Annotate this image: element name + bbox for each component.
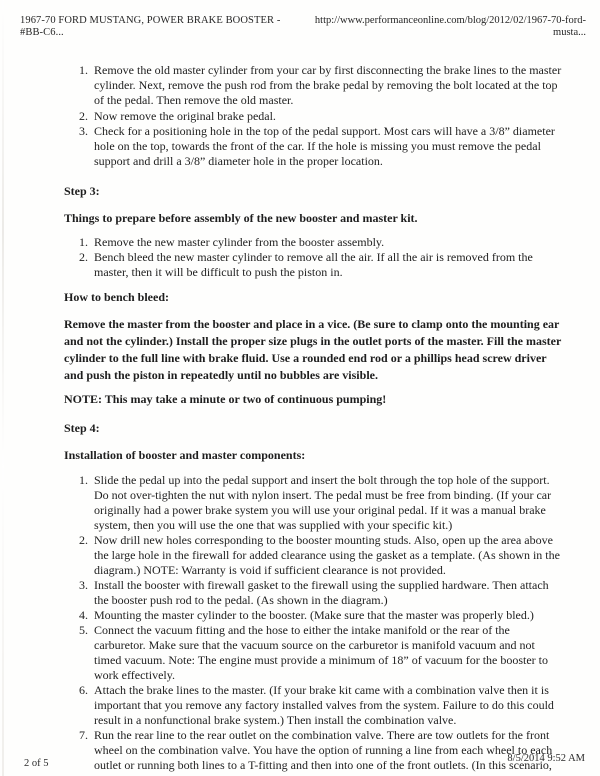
bench-bleed-paragraph: Remove the master from the booster and place in a vice. (Be sure to clamp onto the mounting ear and not the cylinder.) Install the proper size plugs in the outlet ports of the master. Fill the master cylinder to the full line with brake fluid. Use a rounded end rod or a phillips head screw driver and push the piston in repeatedly until no bubbles are visible.	[64, 316, 562, 382]
print-header	[0, 0, 600, 39]
list-item: 4. Mounting the master cylinder to the booster. (Make sure that the master was properly bled.)	[91, 608, 564, 623]
list-item: 3. Install the booster with firewall gasket to the firewall using the supplied hardware. Then attach the booster push rod to the pedal. (As shown in the diagram.)	[91, 578, 564, 608]
list-item: 2. Now remove the original brake pedal.	[91, 109, 564, 124]
installation-steps-list	[64, 473, 564, 773]
page-number-indicator: 2 of 5	[24, 758, 49, 769]
step3-prep-list	[64, 235, 564, 281]
print-timestamp: 8/5/2014 9:52 AM	[507, 753, 585, 764]
bench-bleed-heading: How to bench bleed:	[64, 290, 169, 305]
list-item: 2. Now drill new holes corresponding to the booster mounting studs. Also, open up the area above the large hole in the firewall for added clearance using the gasket as a template. (As shown in the diagram.) NOTE: Warranty is void if sufficient clearance is not provided.	[91, 533, 564, 578]
list-item: 1. Remove the new master cylinder from the booster assembly.	[91, 235, 564, 250]
list-item: 6. Attach the brake lines to the master. (If your brake kit came with a combination valve then it is important that you remove any factory installed valves from the system. Failure to do this could result in a nonfunctional brake system.) Then install the combination valve.	[91, 683, 564, 728]
list-item: 7. Run the rear line to the rear outlet on the combination valve. There are tow outlets for the front wheel on the combination valve. You have the option of running a line from each wheel to each outlet or running both lines to a T-fitting and then into one of the front outlets. (In this scenario,	[91, 728, 564, 773]
step3-heading: Step 3:	[64, 184, 100, 199]
removal-steps-list	[64, 63, 564, 169]
list-item: 1. Slide the pedal up into the pedal support and insert the bolt through the top hole of the support. Do not over-tighten the nut with nylon insert. The pedal must be free from binding. (If your car originally had a power brake system you will use your original pedal. If it was a manual brake system, then you will use the one that was supplied with your specific kit.)	[91, 473, 564, 533]
list-item: 3. Check for a positioning hole in the top of the pedal support. Most cars will have a 3/8” diameter hole on the top, towards the front of the car. If the hole is missing you must remove the pedal support and drill a 3/8” diameter hole in the proper location.	[91, 124, 564, 170]
source-url: http://www.performanceonline.com/blog/2012/02/1967-70-ford-musta...	[314, 15, 586, 38]
step4-heading: Step 4:	[64, 420, 100, 435]
list-item: 5. Connect the vacuum fitting and the hose to either the intake manifold or the rear of the carburetor. Make sure that the vacuum source on the carburetor is manifold vacuum and not timed vacuum. Note: The engine must provide a minimum of 18” of vacuum for the booster to work effectively.	[91, 623, 564, 683]
list-item: 1. Remove the old master cylinder from your car by first disconnecting the brake lines to the master cylinder. Next, remove the push rod from the brake pedal by removing the bolt located at the top of the pedal. Then remove the old master.	[91, 63, 564, 109]
document-title: 1967-70 FORD MUSTANG, POWER BRAKE BOOSTER - #BB-C6...	[20, 15, 281, 38]
scan-edge-artifact	[2, 0, 4, 776]
bench-bleed-note: NOTE: This may take a minute or two of continuous pumping!	[64, 391, 387, 406]
step3-subheading: Things to prepare before assembly of the new booster and master kit.	[64, 210, 418, 225]
document-body	[0, 63, 600, 773]
step4-subheading: Installation of booster and master components:	[64, 448, 306, 463]
list-item: 2. Bench bleed the new master cylinder to remove all the air. If all the air is removed from the master, then it will be difficult to push the piston in.	[91, 250, 564, 280]
